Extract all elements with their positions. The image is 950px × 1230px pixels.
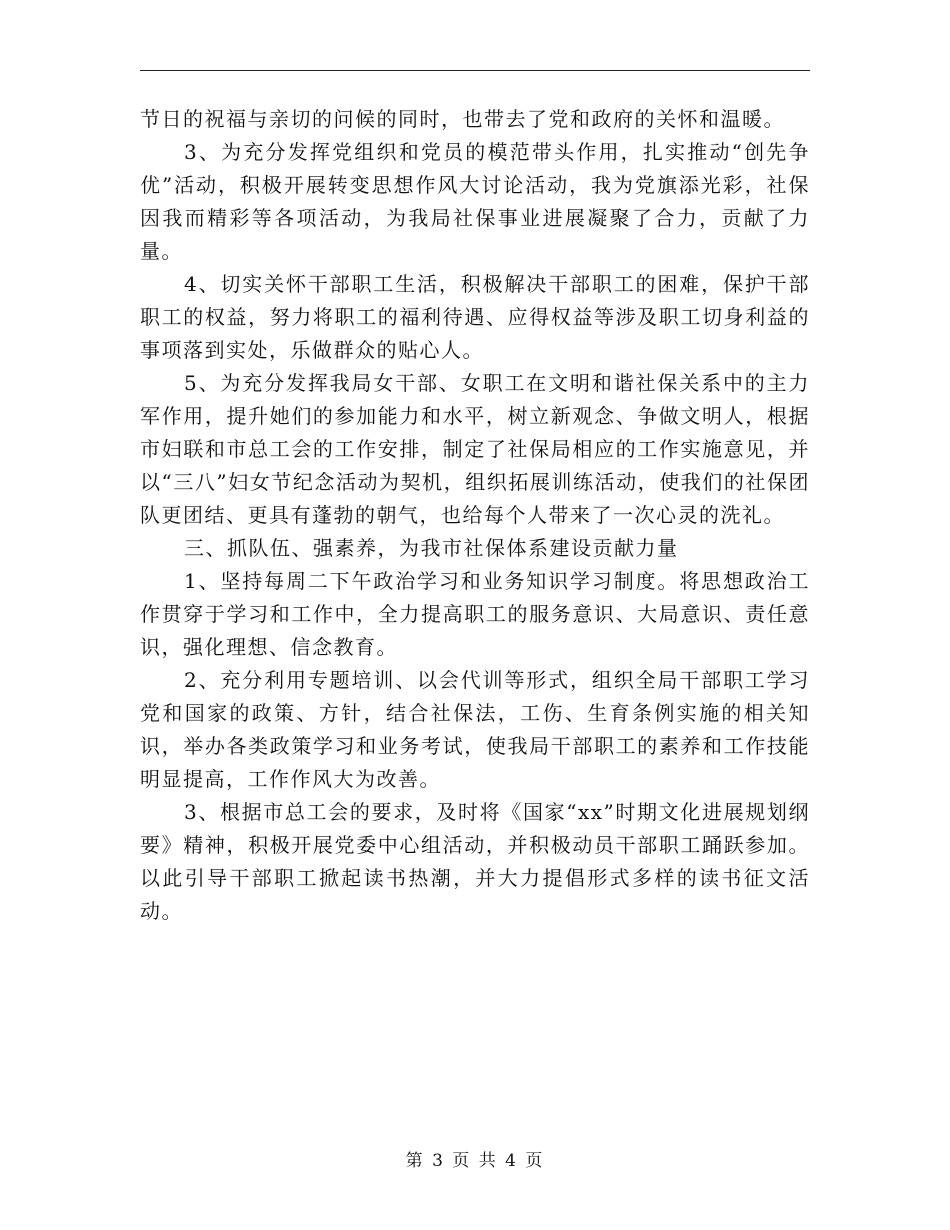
document-body xyxy=(140,103,810,928)
paragraph-continuation: 节日的祝福与亲切的问候的同时，也带去了党和政府的关怀和温暖。 xyxy=(140,107,785,131)
header-rule xyxy=(140,70,810,71)
paragraph-item-4: 4、切实关怀干部职工生活，积极解决干部职工的困难，保护干部职工的权益，努力将职工的福利待遇、应得权益等涉及职工切身利益的事项落到实处，乐做群众的贴心人。 xyxy=(140,272,810,362)
paragraph-item-3: 3、为充分发挥党组织和党员的模范带头作用，扎实推动“创先争优”活动，积极开展转变思想作风大讨论活动，我为党旗添光彩，社保因我而精彩等各项活动，为我局社保事业进展凝聚了合力，贡献了力量。 xyxy=(140,140,810,263)
section-heading-3: 三、抓队伍、强素养，为我市社保体系建设贡献力量 xyxy=(184,536,679,560)
paragraph-item-5: 5、为充分发挥我局女干部、女职工在文明和谐社保关系中的主力军作用，提升她们的参加能力和水平，树立新观念、争做文明人，根据市妇联和市总工会的工作安排，制定了社保局相应的工作实施意见，并以“三八”妇女节纪念活动为契机，组织拓展训练活动，使我们的社保团队更团结、更具有蓬勃的朝气，也给每个人带来了一次心灵的洗礼。 xyxy=(140,371,810,527)
paragraph-section3-item-3: 3、根据市总工会的要求，及时将《国家“xx”时期文化进展规划纲要》精神，积极开展党委中心组活动，并积极动员干部职工踊跃参加。以此引导干部职工掀起读书热潮，并大力提倡形式多样的读书征文活动。 xyxy=(140,800,810,923)
paragraph-section3-item-1: 1、坚持每周二下午政治学习和业务知识学习制度。将思想政治工作贯穿于学习和工作中，全力提高职工的服务意识、大局意识、责任意识，强化理想、信念教育。 xyxy=(140,569,810,659)
paragraph-section3-item-2: 2、充分利用专题培训、以会代训等形式，组织全局干部职工学习党和国家的政策、方针，结合社保法，工伤、生育条例实施的相关知识，举办各类政策学习和业务考试，使我局干部职工的素养和工作技能明显提高，工作作风大为改善。 xyxy=(140,668,810,791)
page-number-footer: 第 3 页 共 4 页 xyxy=(405,1151,545,1171)
